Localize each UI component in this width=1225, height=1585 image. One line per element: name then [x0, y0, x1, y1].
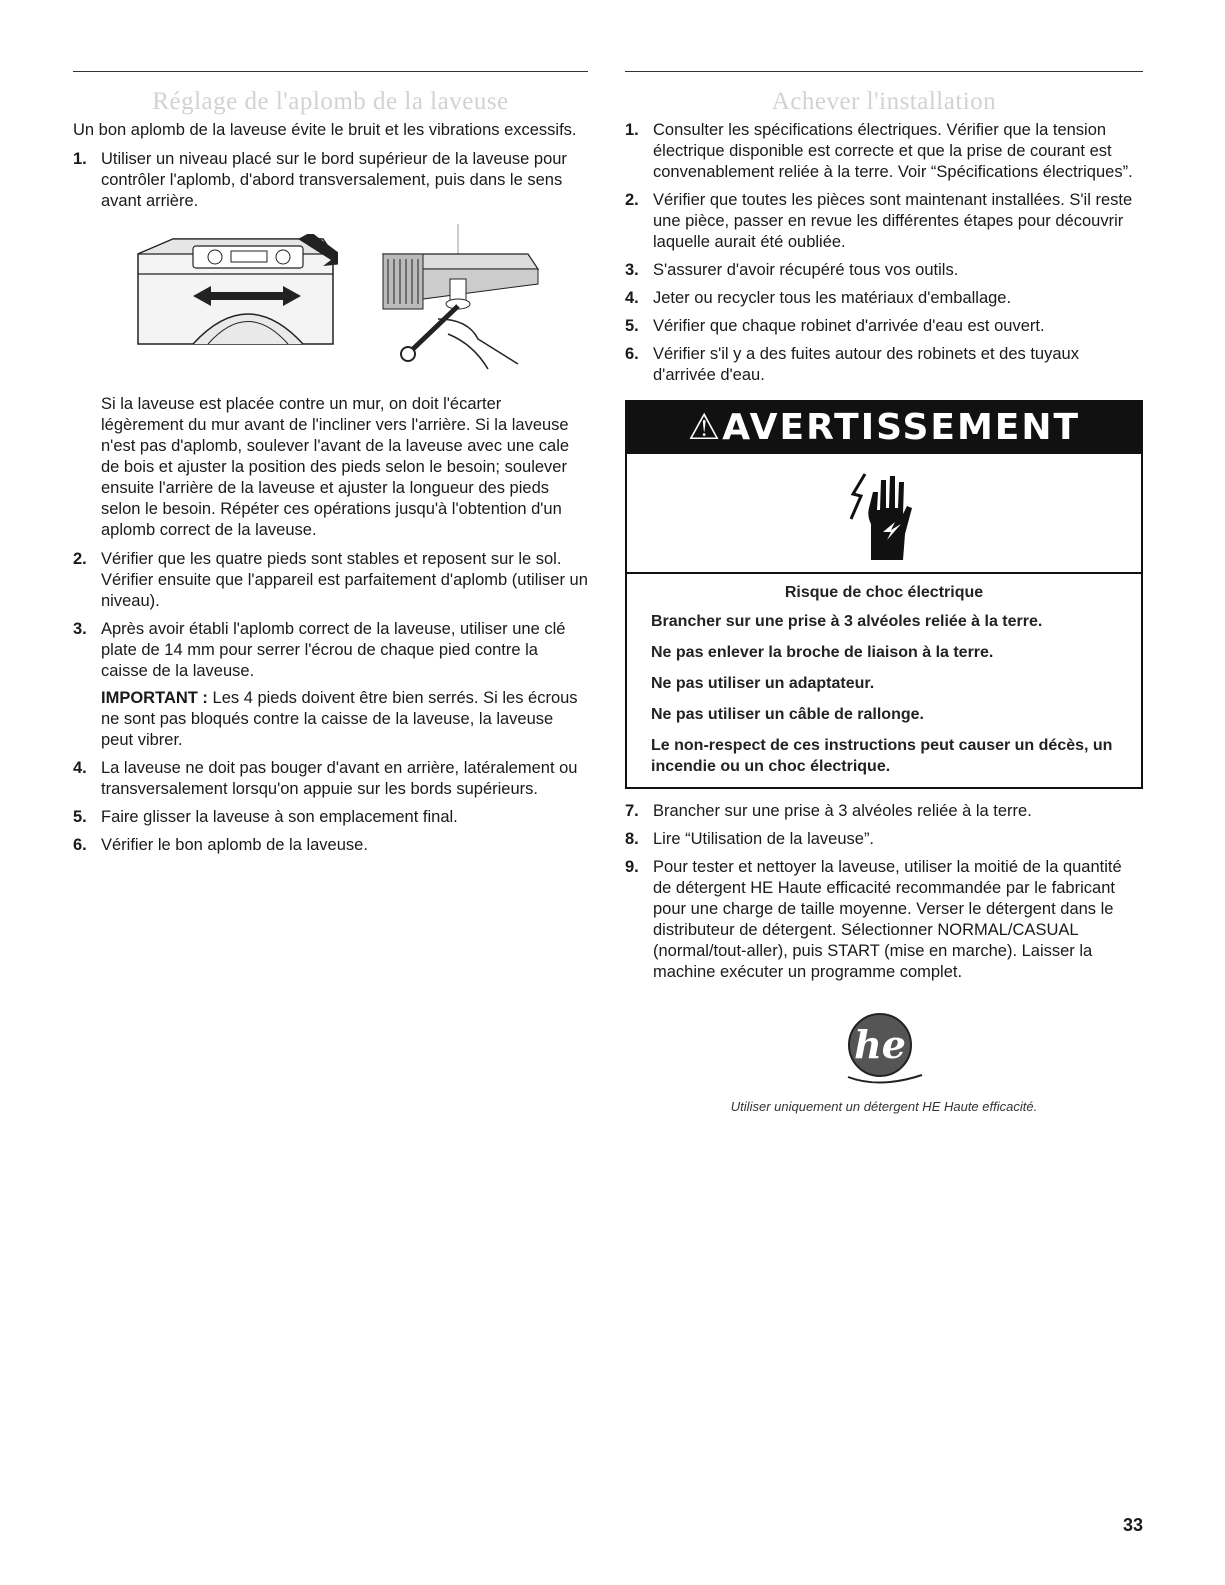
page-number: 33	[1122, 1515, 1143, 1535]
section-title-finish-installation: Achever l'installation	[771, 88, 997, 115]
item-number: 7.	[625, 802, 639, 820]
item-text: Vérifier que les quatre pieds sont stables et reposent sur le sol. Vérifier ensuite que l'appareil est parfaitement d'aplomb (utiliser un niveau).	[101, 550, 588, 610]
list-item	[73, 807, 588, 828]
washer-level-illustration	[133, 234, 338, 354]
item-number: 4.	[625, 289, 639, 307]
item-text: Lire “Utilisation de la laveuse”.	[653, 830, 875, 848]
list-item	[625, 344, 1143, 386]
warning-line: Ne pas utiliser un adaptateur.	[651, 675, 875, 692]
important-text: Les 4 pieds doivent être bien serrés. Si les écrous ne sont pas bloqués contre la caisse de la laveuse, la laveuse peut vibrer.	[101, 689, 578, 749]
warning-title: Risque de choc électrique	[784, 584, 984, 601]
item-number: 2.	[73, 550, 87, 568]
item-number: 1.	[625, 121, 639, 139]
warning-header-text: AVERTISSEMENT	[722, 407, 1081, 448]
warning-box	[625, 400, 1143, 789]
he-logo-area	[625, 1011, 1143, 1093]
list-item	[625, 190, 1143, 253]
item-number: 6.	[625, 345, 639, 363]
list-item	[625, 288, 1143, 309]
right-column	[625, 71, 1143, 1114]
item-number: 3.	[73, 620, 87, 638]
warning-line: Ne pas utiliser un câble de rallonge.	[651, 706, 924, 723]
item-number: 9.	[625, 858, 639, 876]
list-item	[73, 758, 588, 800]
item-number: 5.	[73, 808, 87, 826]
warning-icon-area	[627, 454, 1141, 574]
item-text: S'assurer d'avoir récupéré tous vos outils.	[653, 261, 959, 279]
item-text: Vérifier que toutes les pièces sont maintenant installées. S'il reste une pièce, passer en revue les différentes étapes pour découvrir laquelle aurait été oubliée.	[653, 191, 1133, 251]
list-item	[73, 149, 588, 212]
warning-text	[627, 574, 1141, 787]
item-text: Brancher sur une prise à 3 alvéoles reliée à la terre.	[653, 802, 1032, 820]
list-item	[625, 801, 1143, 822]
item-text: Utiliser un niveau placé sur le bord supérieur de la laveuse pour contrôler l'aplomb, d'abord transversalement, puis dans le sens avant arrière.	[101, 150, 567, 210]
item-number: 3.	[625, 261, 639, 279]
foot-wrench-illustration	[378, 224, 543, 374]
warning-header	[627, 402, 1141, 454]
item-number: 2.	[625, 191, 639, 209]
item-number: 6.	[73, 836, 87, 854]
item-number: 8.	[625, 830, 639, 848]
important-label: IMPORTANT :	[101, 689, 208, 707]
item-text: Faire glisser la laveuse à son emplacement final.	[101, 808, 458, 826]
list-item	[625, 316, 1143, 337]
left-column	[73, 71, 588, 863]
section-rule	[625, 71, 1143, 72]
leveling-figure	[73, 224, 588, 384]
section-title-leveling: Réglage de l'aplomb de la laveuse	[152, 88, 509, 115]
important-note	[101, 688, 588, 751]
item-text: Vérifier le bon aplomb de la laveuse.	[101, 836, 368, 854]
item-text: Vérifier s'il y a des fuites autour des robinets et des tuyaux d'arrivée d'eau.	[653, 345, 1079, 384]
list-item	[625, 120, 1143, 183]
item-text: Vérifier que chaque robinet d'arrivée d'eau est ouvert.	[653, 317, 1045, 335]
list-item	[625, 857, 1143, 983]
list-item	[73, 619, 588, 751]
he-detergent-logo	[830, 1011, 930, 1091]
item-number: 4.	[73, 759, 87, 777]
he-caption: Utiliser uniquement un détergent HE Haute efficacité.	[730, 1099, 1038, 1114]
section-rule	[73, 71, 588, 72]
leveling-paragraph: Si la laveuse est placée contre un mur, on doit l'écarter légèrement du mur avant de l'incliner vers l'arrière. Si la laveuse n'est pas d'aplomb, soulever l'avant de la laveuse avec une cale de bois et ajuster la position des pieds selon le besoin; soulever ensuite l'arrière de la laveuse et ajuster la longueur des pieds selon le besoin. Répéter ces opérations jusqu'à l'obtention d'un aplomb correct de la laveuse.	[101, 395, 570, 539]
list-item	[73, 549, 588, 612]
item-text: La laveuse ne doit pas bouger d'avant en arrière, latéralement ou transversalement lorsqu'on appuie sur les bords supérieurs.	[101, 759, 578, 798]
item-number: 1.	[73, 150, 87, 168]
warning-line: Brancher sur une prise à 3 alvéoles reliée à la terre.	[651, 613, 1043, 630]
intro-paragraph: Un bon aplomb de la laveuse évite le bruit et les vibrations excessifs.	[73, 121, 577, 139]
item-text: Après avoir établi l'aplomb correct de la laveuse, utiliser une clé plate de 14 mm pour serrer l'écrou de chaque pied contre la caisse de la laveuse.	[101, 620, 566, 680]
list-item	[625, 829, 1143, 850]
item-text: Pour tester et nettoyer la laveuse, utiliser la moitié de la quantité de détergent HE Haute efficacité recommandée par le fabricant pour une charge de taille moyenne. Verser le détergent dans le distributeur de détergent. Sélectionner NORMAL/CASUAL (normal/tout-aller), puis START (mise en marche). Laisser la machine exécuter un programme complet.	[653, 858, 1122, 981]
item-text: Jeter ou recycler tous les matériaux d'emballage.	[653, 289, 1012, 307]
list-item	[625, 260, 1143, 281]
list-item	[73, 835, 588, 856]
warning-triangle-icon: ⚠	[687, 407, 723, 448]
electric-shock-hand-icon	[845, 464, 915, 564]
warning-line: Ne pas enlever la broche de liaison à la terre.	[651, 644, 994, 661]
he-logo-text: he	[854, 1022, 906, 1067]
item-text: Consulter les spécifications électriques. Vérifier que la tension électrique disponible est correcte et que la prise de courant est convenablement reliée à la terre. Voir “Spécifications électriques”.	[653, 121, 1133, 181]
warning-line: Le non-respect de ces instructions peut causer un décès, un incendie ou un choc électrique.	[651, 737, 1113, 775]
item-number: 5.	[625, 317, 639, 335]
